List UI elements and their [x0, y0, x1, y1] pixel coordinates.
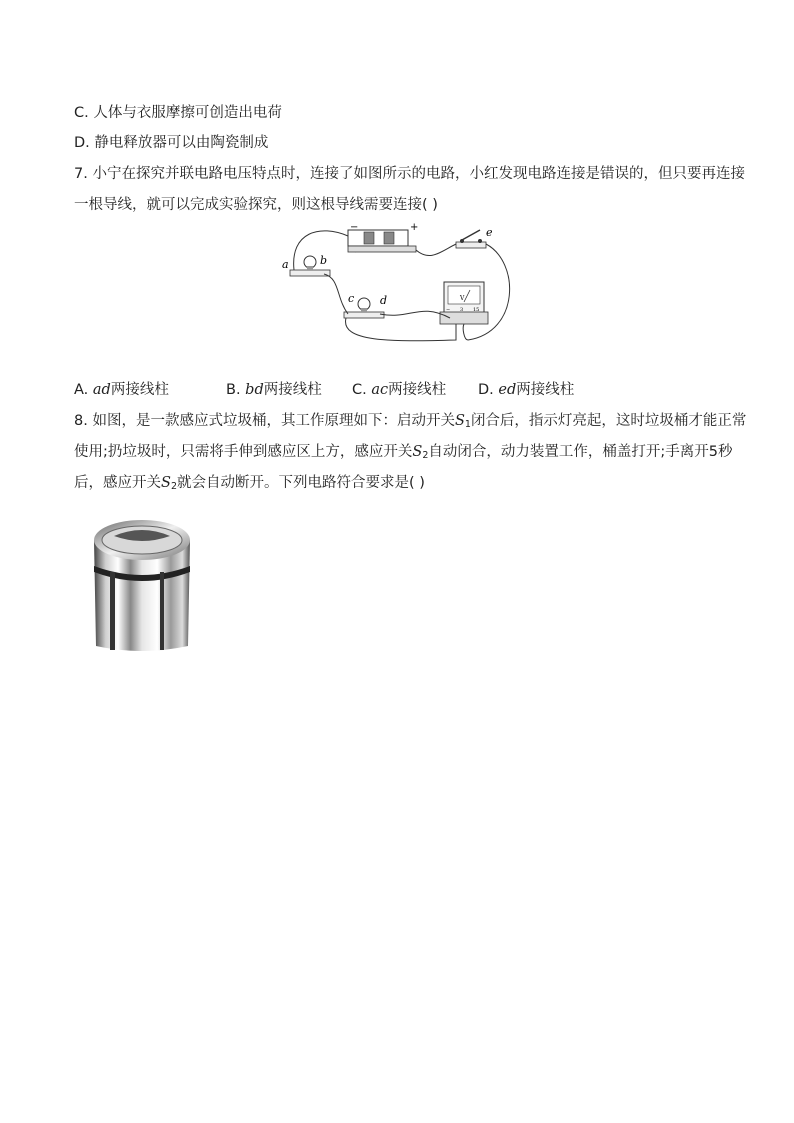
lamp-ab	[282, 254, 330, 276]
voltmeter	[440, 282, 488, 324]
question8-stem-line1	[74, 411, 746, 435]
meter-terminal-3: 3	[460, 307, 464, 313]
q8-line2-text-b: 自动闭合，动力装置工作，桶盖打开;手离开5秒	[428, 444, 733, 460]
terminal-a-label: a	[282, 258, 289, 271]
q8-line1-text-a: 8. 如图，是一款感应式垃圾桶，其工作原理如下：启动开关	[74, 413, 455, 429]
question8-stem-line2	[74, 442, 732, 466]
option-c-prefix: C.	[352, 382, 372, 398]
s1-subscript: 1	[464, 419, 471, 430]
q8-line2-text-a: 使用;扔垃圾时，只需将手伸到感应区上方，感应开关	[74, 444, 413, 460]
option-b-prefix: B.	[226, 382, 246, 398]
option-b-var: bd	[245, 382, 264, 398]
meter-terminal-15: 15	[473, 307, 480, 313]
battery-minus-label: −	[350, 222, 359, 233]
meter-terminal-minus: −	[446, 307, 451, 313]
circuit-diagram	[280, 222, 520, 352]
q8-line3-text-a: 后，感应开关	[74, 475, 161, 491]
battery-box	[348, 222, 418, 252]
question7-option-c[interactable]	[352, 380, 446, 400]
question6-option-d: D. 静电释放器可以由陶瓷制成	[74, 135, 269, 151]
battery-plus-label: +	[410, 222, 419, 233]
meter-symbol: V	[460, 295, 465, 302]
q8-line1-text-b: 闭合后，指示灯亮起，这时垃圾桶才能正常	[470, 413, 747, 429]
option-d-suffix: 两接线柱	[516, 382, 575, 398]
question6-option-c: C. 人体与衣服摩擦可创造出电荷	[74, 105, 282, 121]
option-d-prefix: D.	[478, 382, 499, 398]
s2-symbol: S	[412, 444, 423, 460]
question7-option-d[interactable]	[478, 380, 574, 400]
q8-line3-text-b: 就会自动断开。下列电路符合要求是( )	[176, 475, 425, 491]
option-b-suffix: 两接线柱	[263, 382, 322, 398]
option-c-var: ac	[371, 382, 389, 398]
terminal-e-label: e	[486, 226, 493, 239]
s2-subscript: 2	[422, 450, 429, 461]
option-a-suffix: 两接线柱	[110, 382, 169, 398]
option-c-suffix: 两接线柱	[388, 382, 447, 398]
question7-stem-line2: 一根导线，就可以完成实验探究，则这根导线需要连接( )	[74, 197, 438, 213]
trash-can-photo	[84, 510, 200, 656]
s1-symbol: S	[454, 413, 465, 429]
question7-option-a[interactable]	[74, 380, 169, 400]
option-a-var: ad	[92, 382, 111, 398]
question7-stem-line1: 7. 小宁在探究并联电路电压特点时，连接了如图所示的电路，小红发现电路连接是错误的，但只要再连接	[74, 166, 745, 182]
question7-option-b[interactable]	[226, 380, 322, 400]
terminal-c-label: c	[348, 292, 355, 305]
terminal-d-label: d	[380, 294, 388, 307]
terminal-b-label: b	[320, 254, 328, 267]
option-d-var: ed	[498, 382, 517, 398]
s2-subscript-line3: 2	[170, 481, 177, 492]
option-a-prefix: A.	[74, 382, 93, 398]
s2-symbol-line3: S	[161, 475, 171, 491]
question8-stem-line3	[74, 473, 425, 497]
